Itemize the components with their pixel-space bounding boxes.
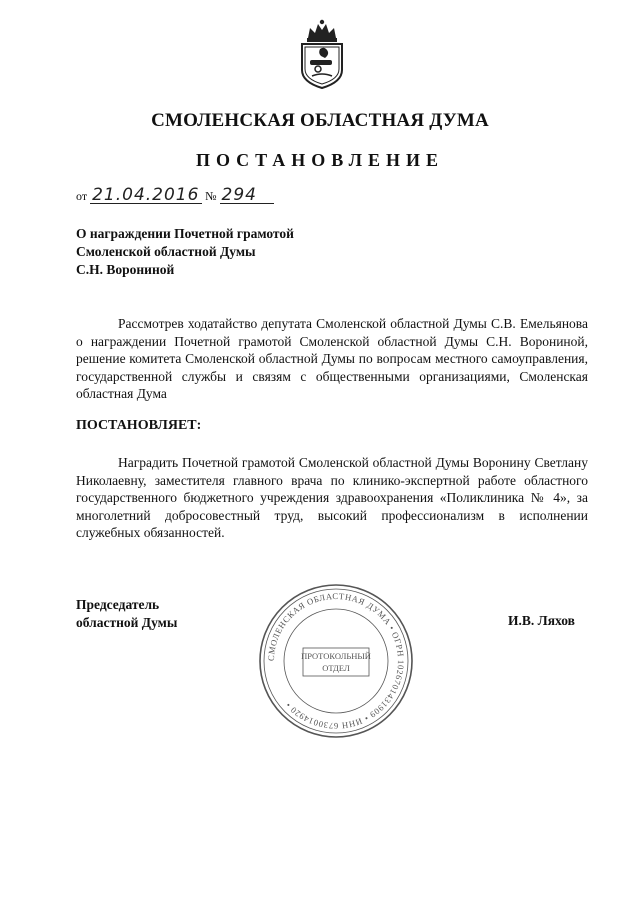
organization-title: СМОЛЕНСКАЯ ОБЛАСТНАЯ ДУМА xyxy=(151,110,489,131)
document-type: ПОСТАНОВЛЕНИЕ xyxy=(195,150,445,170)
decision-paragraph: Наградить Почетной грамотой Смоленской областной Думы Воронину Светлану Николаевну, заместителя главного врача по клинико-экспертной работе областного государственного бюджетного учреждения здравоохранения «Поликлиника № 4», за многолетний добросовестный труд, высокий профессионализм в исполнении служебных обязанностей. xyxy=(76,455,588,540)
handwritten-date: 21.04.2016 xyxy=(90,187,202,204)
handwritten-number: 294 xyxy=(220,187,274,204)
document-subject xyxy=(76,225,294,279)
date-from-label: от xyxy=(76,189,88,203)
date-number-line xyxy=(76,187,274,204)
signatory-position xyxy=(76,596,177,631)
subject-line: С.Н. Ворониной xyxy=(76,262,175,277)
subject-line: Смоленской областной Думы xyxy=(76,244,256,259)
official-seal-stamp xyxy=(257,582,415,740)
position-line: Председатель xyxy=(76,597,160,612)
stamp-center-line1: ПРОТОКОЛЬНЫЙ xyxy=(301,651,371,661)
smolensk-coat-of-arms-icon xyxy=(294,18,350,90)
resolves-heading: ПОСТАНОВЛЯЕТ: xyxy=(76,418,202,433)
subject-line: О награждении Почетной грамотой xyxy=(76,226,294,241)
number-label: № xyxy=(205,189,217,203)
stamp-center-line2: ОТДЕЛ xyxy=(322,663,350,673)
signatory-name: И.В. Ляхов xyxy=(508,613,575,628)
stamp-ring-text: СМОЛЕНСКАЯ ОБЛАСТНАЯ ДУМА • ОГРН 1026701431909 • ИНН 6730014920 • xyxy=(265,590,407,732)
position-line: областной Думы xyxy=(76,614,178,630)
preamble-paragraph: Рассмотрев ходатайство депутата Смоленской областной Думы С.В. Емельянова о награждении Почетной грамотой Смоленской областной Думы С.Н. Ворониной, решение комитета Смоленской областной Думы по вопросам местного самоуправления, государственной службы и связям с общественными организациями, Смоленская областная Дума xyxy=(76,316,588,401)
